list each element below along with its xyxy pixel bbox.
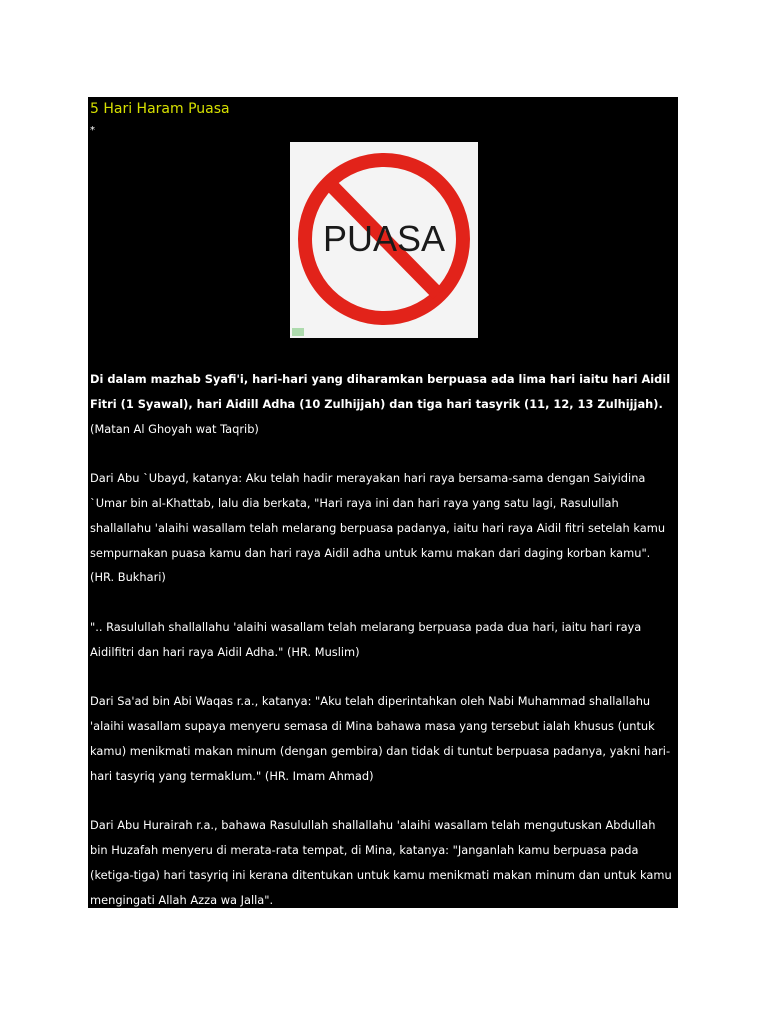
paragraph-3-text: ".. Rasulullah shallallahu 'alaihi wasallam telah melarang berpuasa pada dua hari, iaitu hari raya Aidilfitri dan hari raya Aidil Adha." (HR. Muslim) <box>90 619 642 659</box>
paragraph-1-bold: Di dalam mazhab Syafi'i, hari-hari yang diharamkan berpuasa ada lima hari iaitu hari Aidil Fitri (1 Syawal), hari Aidill Adha (10 Zulhijjah) dan tiga hari tasyrik (11, 12, 13 Zulhijjah). <box>90 372 671 411</box>
asterisk-mark: * <box>90 125 95 136</box>
no-entry-sign-icon <box>290 142 478 338</box>
document-panel <box>88 97 678 908</box>
paragraph-3 <box>90 615 676 665</box>
banner-text: PUASA <box>322 218 446 259</box>
paragraph-5 <box>90 813 676 912</box>
document-title: 5 Hari Haram Puasa <box>90 101 230 117</box>
paragraph-1 <box>90 367 676 441</box>
paragraph-5-text: Dari Abu Hurairah r.a., bahawa Rasulullah shallallahu 'alaihi wasallam telah mengutuskan Abdullah bin Huzafah menyeru di merata-rata tempat, di Mina, katanya: "Janganlah kamu berpuasa pada (ketiga-tiga) hari tasyriq ini kerana ditentukan untuk kamu menikmati makan minum dan untuk kamu mengingati Allah Azza wa Jalla". <box>90 818 672 907</box>
paragraph-4 <box>90 689 676 788</box>
paragraph-1-source: (Matan Al Ghoyah wat Taqrib) <box>90 421 259 436</box>
paragraph-2-text: Dari Abu `Ubayd, katanya: Aku telah hadir merayakan hari raya bersama-sama dengan Saiyidina `Umar bin al-Khattab, lalu dia berkata, "Hari raya ini dan hari raya yang satu lagi, Rasulullah shallallahu 'alaihi wasallam telah melarang berpuasa padanya, iaitu hari raya Aidil fitri setelah kamu sempurnakan puasa kamu dan hari raya Aidil adha untuk kamu makan dari daging korban kamu". (HR. Bukhari) <box>90 471 666 585</box>
document-body <box>90 367 676 937</box>
paragraph-2 <box>90 466 676 590</box>
puasa-banner-image <box>290 142 478 338</box>
paragraph-4-text: Dari Sa'ad bin Abi Waqas r.a., katanya: "Aku telah diperintahkan oleh Nabi Muhammad shallallahu 'alaihi wasallam supaya menyeru semasa di Mina bahawa masa yang tersebut ialah khusus (untuk kamu) menikmati makan minum (dengan gembira) dan tidak di tuntut berpuasa padanya, yakni hari-hari tasyriq yang termaklum." (HR. Imam Ahmad) <box>90 694 671 783</box>
